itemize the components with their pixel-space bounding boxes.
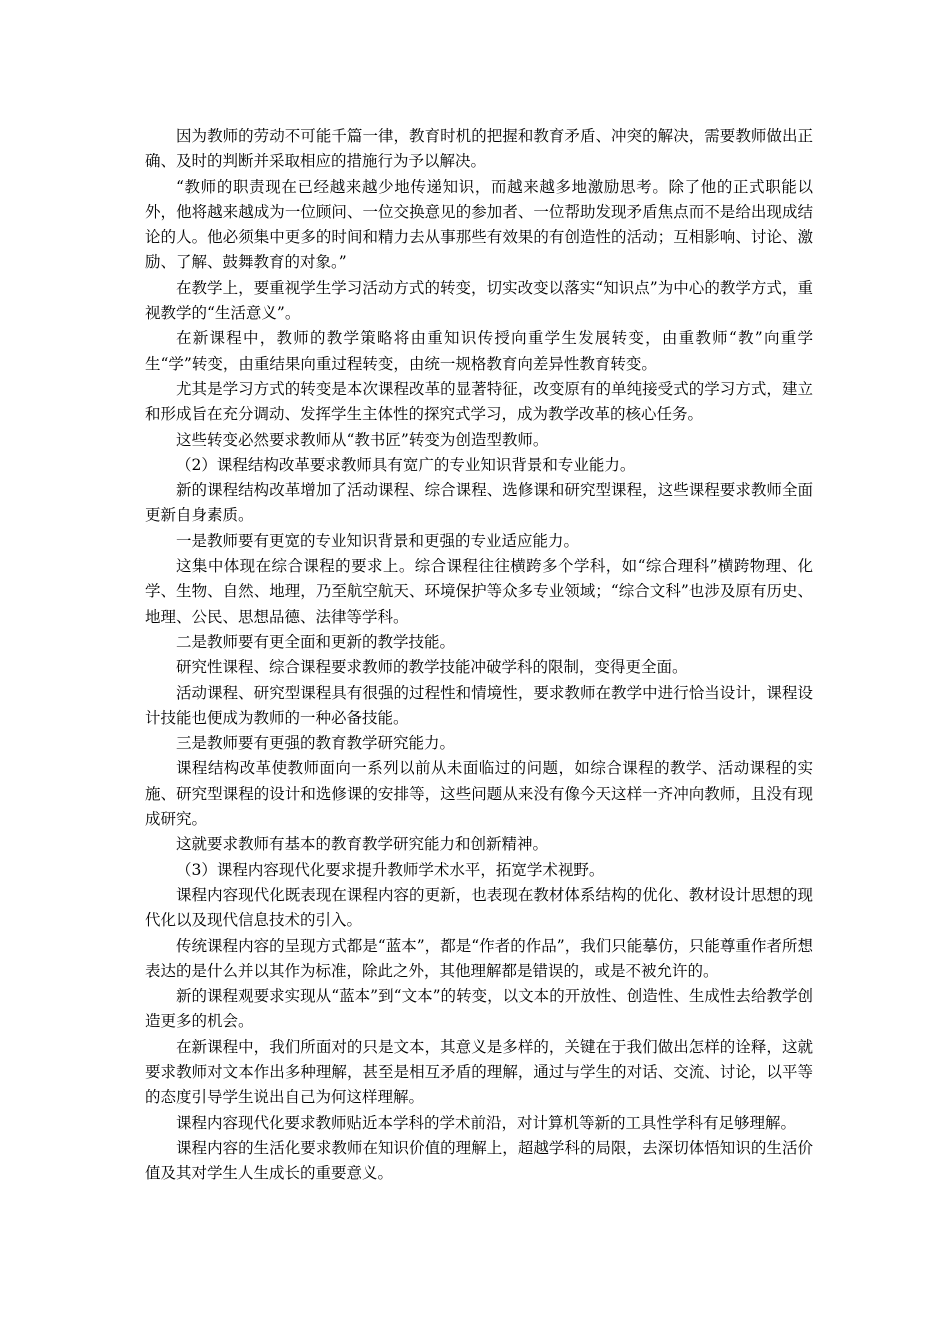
paragraph: 课程内容现代化要求教师贴近本学科的学术前沿，对计算机等新的工具性学科有足够理解。 — [176, 1113, 797, 1132]
paragraph: 这些转变必然要求教师从“教书匠”转变为创造型教师。 — [176, 430, 549, 449]
section-heading: （3）课程内容现代化要求提升教师学术水平，拓宽学术视野。 — [176, 860, 605, 879]
paragraph: 在新课程中，我们所面对的只是文本，其意义是多样的，关键在于我们做出怎样的诠释，这就要求教师对文本作出多种理解，甚至是相互矛盾的理解，通过与学生的对话、交流、讨论，以平等的态度引导学生说出自己为何这样理解。 — [145, 1037, 813, 1107]
paragraph: 新的课程观要求实现从“蓝本”到“文本”的转变，以文本的开放性、创造性、生成性去给教学创造更多的机会。 — [145, 987, 813, 1031]
paragraph: 这集中体现在综合课程的要求上。综合课程往往横跨多个学科，如“综合理科”横跨物理、化学、生物、自然、地理，乃至航空航天、环境保护等众多专业领域；“综合文科”也涉及原有历史、地理、公民、思想品德、法律等学科。 — [145, 557, 813, 626]
paragraph: 新的课程结构改革增加了活动课程、综合课程、选修课和研究型课程，这些课程要求教师全面更新自身素质。 — [145, 481, 813, 525]
paragraph: 二是教师要有更全面和更新的教学技能。 — [176, 632, 456, 651]
paragraph: 因为教师的劳动不可能千篇一律，教育时机的把握和教育矛盾、冲突的解决，需要教师做出正确、及时的判断并采取相应的措施行为予以解决。 — [145, 127, 813, 171]
paragraph: 课程结构改革使教师面向一系列以前从未面临过的问题，如综合课程的教学、活动课程的实施、研究型课程的设计和选修课的安排等，这些问题从来没有像今天这样一齐冲向教师，且没有现成研究。 — [145, 759, 813, 829]
paragraph: 在新课程中，教师的教学策略将由重知识传授向重学生发展转变，由重教师“教”向重学生“学”转变，由重结果向重过程转变，由统一规格教育向差异性教育转变。 — [145, 329, 813, 373]
document-body — [145, 124, 813, 1186]
paragraph: 传统课程内容的呈现方式都是“蓝本”，都是“作者的作品”，我们只能摹仿，只能尊重作者所想表达的是什么并以其作为标准，除此之外，其他理解都是错误的，或是不被允许的。 — [145, 936, 813, 980]
paragraph: 课程内容现代化既表现在课程内容的更新，也表现在教材体系结构的优化、教材设计思想的现代化以及现代信息技术的引入。 — [145, 885, 813, 930]
paragraph: 三是教师要有更强的教育教学研究能力。 — [176, 734, 456, 753]
paragraph: 这就要求教师有基本的教育教学研究能力和创新精神。 — [176, 835, 549, 854]
paragraph: 尤其是学习方式的转变是本次课程改革的显著特征，改变原有的单纯接受式的学习方式，建立和形成旨在充分调动、发挥学生主体性的探究式学习，成为教学改革的核心任务。 — [145, 379, 813, 424]
quote-paragraph: “教师的职责现在已经越来越少地传递知识，而越来越多地激励思考。除了他的正式职能以外，他将越来越成为一位顾问、一位交换意见的参加者、一位帮助发现矛盾焦点而不是给出现成结论的人。他必须集中更多的时间和精力去从事那些有效果的有创造性的活动；互相影响、讨论、激励、了解、鼓舞教育的对象。” — [145, 177, 813, 272]
paragraph: 研究性课程、综合课程要求教师的教学技能冲破学科的限制，变得更全面。 — [176, 658, 688, 677]
paragraph: 一是教师要有更宽的专业知识背景和更强的专业适应能力。 — [176, 531, 580, 550]
paragraph: 课程内容的生活化要求教师在知识价值的理解上，超越学科的局限，去深切体悟知识的生活价值及其对学生人生成长的重要意义。 — [145, 1138, 813, 1183]
paragraph: 在教学上，要重视学生学习活动方式的转变，切实改变以落实“知识点”为中心的教学方式，重视教学的“生活意义”。 — [145, 278, 813, 323]
paragraph: 活动课程、研究型课程具有很强的过程性和情境性，要求教师在教学中进行恰当设计，课程设计技能也便成为教师的一种必备技能。 — [145, 683, 813, 727]
section-heading: （2）课程结构改革要求教师具有宽广的专业知识背景和专业能力。 — [176, 455, 636, 474]
